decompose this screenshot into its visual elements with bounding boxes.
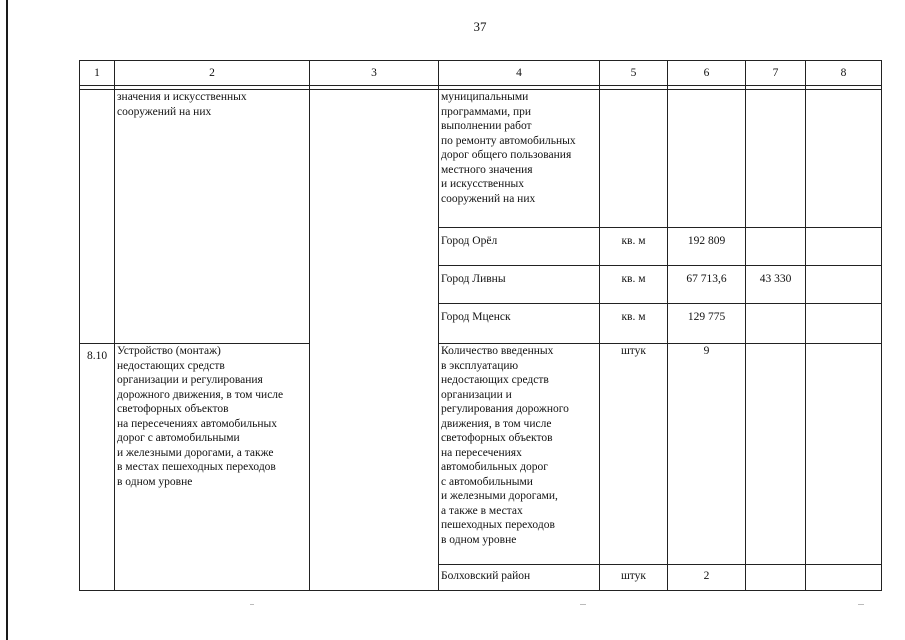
- unit-cell: кв. м: [600, 266, 668, 304]
- value-col7: [746, 565, 806, 591]
- scan-edge-rule: [6, 0, 8, 640]
- value-col7: [746, 304, 806, 344]
- value-col7: 43 330: [746, 266, 806, 304]
- municipality-name: Город Орёл: [439, 228, 600, 266]
- scan-artifact-line: [858, 604, 864, 605]
- value-col6: 129 775: [668, 304, 746, 344]
- row-number: 8.10: [80, 344, 115, 591]
- unit-cell: кв. м: [600, 228, 668, 266]
- header-col-2: 2: [115, 61, 310, 86]
- header-col-8: 8: [806, 61, 882, 86]
- program-table: [79, 60, 882, 591]
- row-number: [80, 90, 115, 344]
- value-col7: [746, 228, 806, 266]
- page-number: 37: [473, 19, 487, 34]
- header-col-4: 4: [439, 61, 600, 86]
- table-row: [80, 90, 882, 228]
- unit-cell: штук: [600, 344, 668, 565]
- value-col6: [668, 90, 746, 228]
- scan-artifact-line: [580, 604, 586, 605]
- unit-cell: штук: [600, 565, 668, 591]
- value-col6: 9: [668, 344, 746, 565]
- indicator-name: муниципальными программами, при выполнении работ по ремонту автомобильных дорог общего пользования местного значения и искусственных сооружений на них: [439, 90, 600, 228]
- municipality-name: Город Ливны: [439, 266, 600, 304]
- value-col8: [806, 228, 882, 266]
- header-col-5: 5: [600, 61, 668, 86]
- header-col-1: 1: [80, 61, 115, 86]
- value-col8: [806, 565, 882, 591]
- unit-cell: кв. м: [600, 304, 668, 344]
- header-col-6: 6: [668, 61, 746, 86]
- scan-artifact-line: [250, 604, 254, 605]
- value-col6: 192 809: [668, 228, 746, 266]
- value-col8: [806, 304, 882, 344]
- activity-name: значения и искусственных сооружений на них: [115, 90, 310, 344]
- activity-name: Устройство (монтаж) недостающих средств организации и регулирования дорожного движения, в том числе светофорных объектов на пересечениях автомобильных дорог с автомобильными и железными дорогами, а также в местах пешеходных переходов в одном уровне: [115, 344, 310, 591]
- header-col-3: 3: [310, 61, 439, 86]
- value-col8: [806, 90, 882, 228]
- value-col8: [806, 344, 882, 565]
- table-row: [80, 344, 882, 565]
- municipality-name: Город Мценск: [439, 304, 600, 344]
- header-col-7: 7: [746, 61, 806, 86]
- header-row: [80, 61, 882, 86]
- value-col7: [746, 90, 806, 228]
- municipality-name: Болховский район: [439, 565, 600, 591]
- value-col7: [746, 344, 806, 565]
- value-col6: 67 713,6: [668, 266, 746, 304]
- indicator-name: Количество введенных в эксплуатацию недостающих средств организации и регулирования дорожного движения, в том числе светофорных объектов на пересечениях автомобильных дорог с автомобильными и железными дорогами, а также в местах пешеходных переходов в одном уровне: [439, 344, 600, 565]
- unit-cell: [600, 90, 668, 228]
- value-col6: 2: [668, 565, 746, 591]
- responsible-cell: [310, 90, 439, 591]
- value-col8: [806, 266, 882, 304]
